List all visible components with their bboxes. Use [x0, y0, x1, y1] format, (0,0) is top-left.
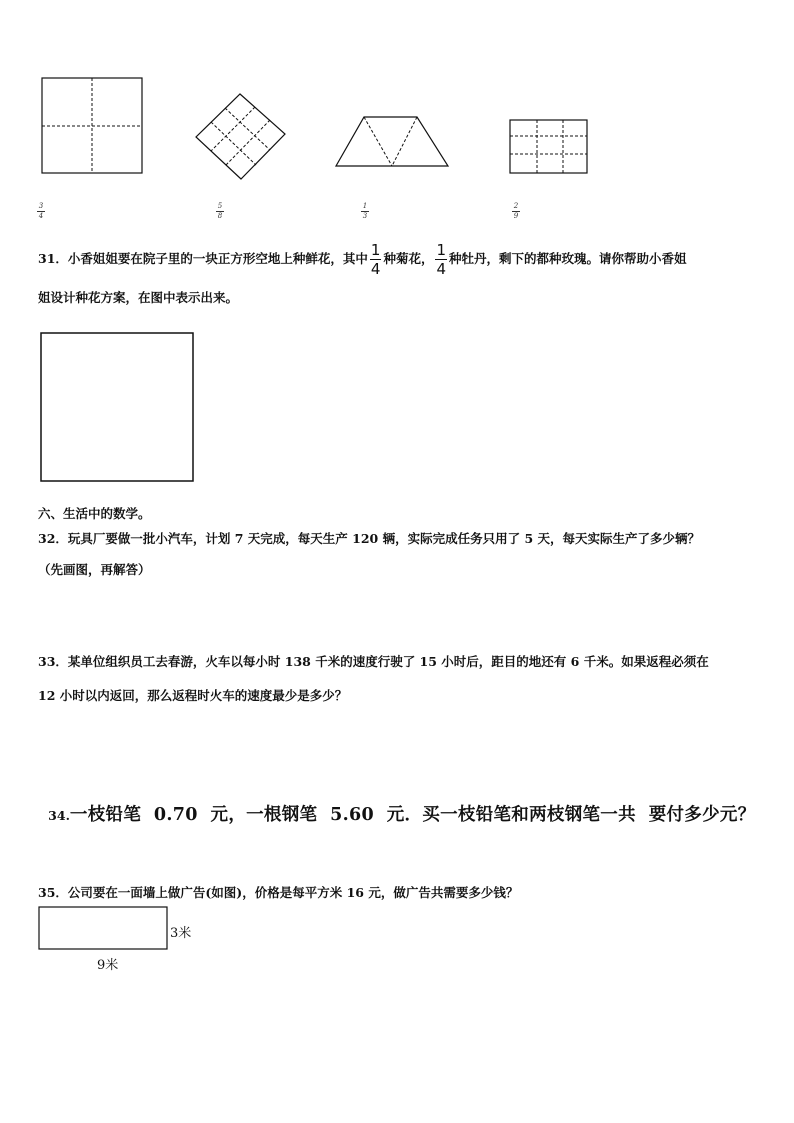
question-text: 小香姐姐要在院子里的一块正方形空地上种鲜花，其中 [67, 251, 368, 266]
section-6-title: 六、生活中的数学。 [38, 506, 151, 521]
question-number: 31． [38, 251, 68, 266]
fraction-denominator: 4 [370, 260, 381, 278]
width-label: 9米 [97, 958, 119, 973]
question-32-line-1: 32．玩具厂要做一批小汽车，计划 7 天完成，每天生产 120 辆，实际完成任务只用了 5 天，每天实际生产了多少辆？ [38, 531, 700, 546]
question-33-line-1: 33．某单位组织员工去春游，火车以每小时 138 千米的速度行驶了 15 小时后，距目的地还有 6 千米。如果返程必须在 [38, 654, 709, 669]
question-text: 种牡丹，剩下的都种玫瑰。请你帮助小香姐 [449, 251, 687, 266]
question-35-text: 35．公司要在一面墙上做广告(如图)，价格是每平方米 16 元，做广告共需要多少钱？ [38, 885, 519, 900]
fraction-numerator: 2 [513, 202, 519, 210]
question-number: 34. [48, 808, 70, 823]
fraction-denominator: 8 [217, 212, 223, 220]
fraction-denominator: 9 [513, 212, 519, 220]
fraction-numerator: 3 [38, 202, 44, 210]
height-label: 3米 [170, 926, 192, 941]
fraction-denominator: 3 [362, 212, 368, 220]
question-31-line-2: 姐设计种花方案，在图中表示出来。 [38, 290, 239, 305]
fraction-numerator: 1 [370, 241, 381, 259]
fraction-numerator: 5 [217, 202, 223, 210]
fraction-denominator: 4 [436, 260, 447, 278]
question-32-line-2: （先画图，再解答） [38, 562, 151, 577]
fraction-numerator: 1 [362, 202, 368, 210]
fraction-numerator: 1 [436, 241, 447, 259]
fraction-denominator: 4 [38, 212, 44, 220]
question-33-line-2: 12 小时以内返回，那么返程时火车的速度最少是多少？ [38, 688, 348, 703]
question-text: 种菊花， [383, 251, 434, 266]
question-text: 一枝铅笔 0.70 元，一根钢笔 5.60 元．买一枝铅笔和两枝钢笔一共 要付多少元？ [69, 805, 756, 825]
